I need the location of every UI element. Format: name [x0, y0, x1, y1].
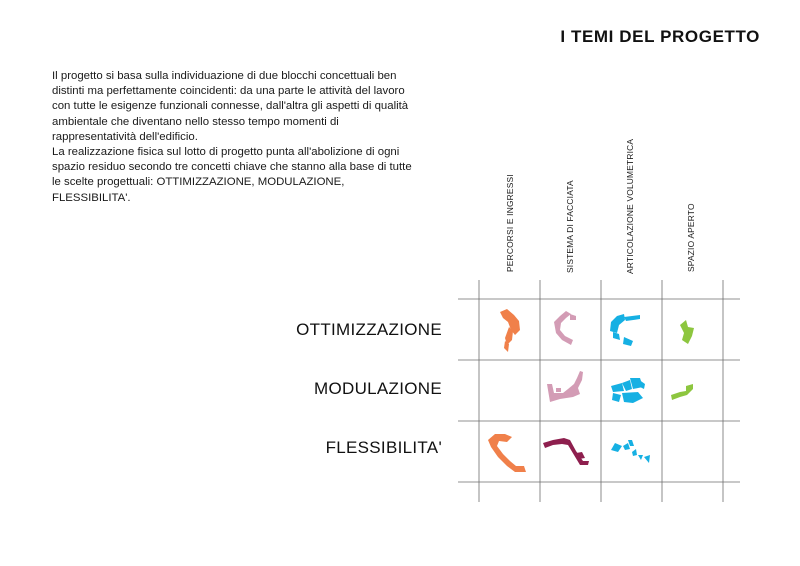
page-title: I TEMI DEL PROGETTO [560, 27, 760, 46]
column-label-facciata: SISTEMA DI FACCIATA [565, 180, 575, 273]
row-label-flessibilita: FLESSIBILITA' [325, 438, 442, 457]
intro-paragraph-1: Il progetto si basa sulla individuazione di due blocchi concettuali ben distinti ma perfettamente coincidenti: da una parte le attività del lavoro con tutte le esigenze funzionali connesse, dall'altra gli aspetti di qualità ambientale che diventano nello stesso tempo momenti di rappresentatività dell'edificio. [52, 70, 409, 143]
diagram-volumetrica-flessibilita [611, 440, 650, 463]
row-label-modulazione: MODULAZIONE [314, 379, 442, 398]
column-label-spazio-aperto: SPAZIO APERTO [686, 203, 696, 272]
diagram-volumetrica-modulazione [611, 378, 645, 403]
diagram-percorsi-flessibilita [488, 434, 526, 472]
diagram-spazio-aperto-modulazione [671, 384, 693, 400]
intro-paragraph-2: La realizzazione fisica sul lotto di progetto punta all'abolizione di ogni spazio residuo secondo tre concetti chiave che stanno alla base di tutte le scelte progettuali: OTTIMIZZAZIONE, MODULAZIONE, FLESSIBILITA'. [52, 146, 412, 204]
column-label-volumetrica: ARTICOLAZIONE VOLUMETRICA [625, 138, 635, 274]
diagram-spazio-aperto-ottimizzazione [680, 320, 694, 344]
column-label-percorsi: PERCORSI E INGRESSI [505, 174, 515, 272]
diagram-facciata-modulazione [547, 371, 583, 402]
diagram-facciata-ottimizzazione [554, 311, 576, 345]
diagram-volumetrica-ottimizzazione [610, 314, 640, 346]
diagram-percorsi-ottimizzazione [500, 309, 520, 352]
matrix-grid [458, 280, 740, 502]
diagram-facciata-flessibilita [543, 438, 589, 465]
row-label-ottimizzazione: OTTIMIZZAZIONE [296, 320, 442, 339]
